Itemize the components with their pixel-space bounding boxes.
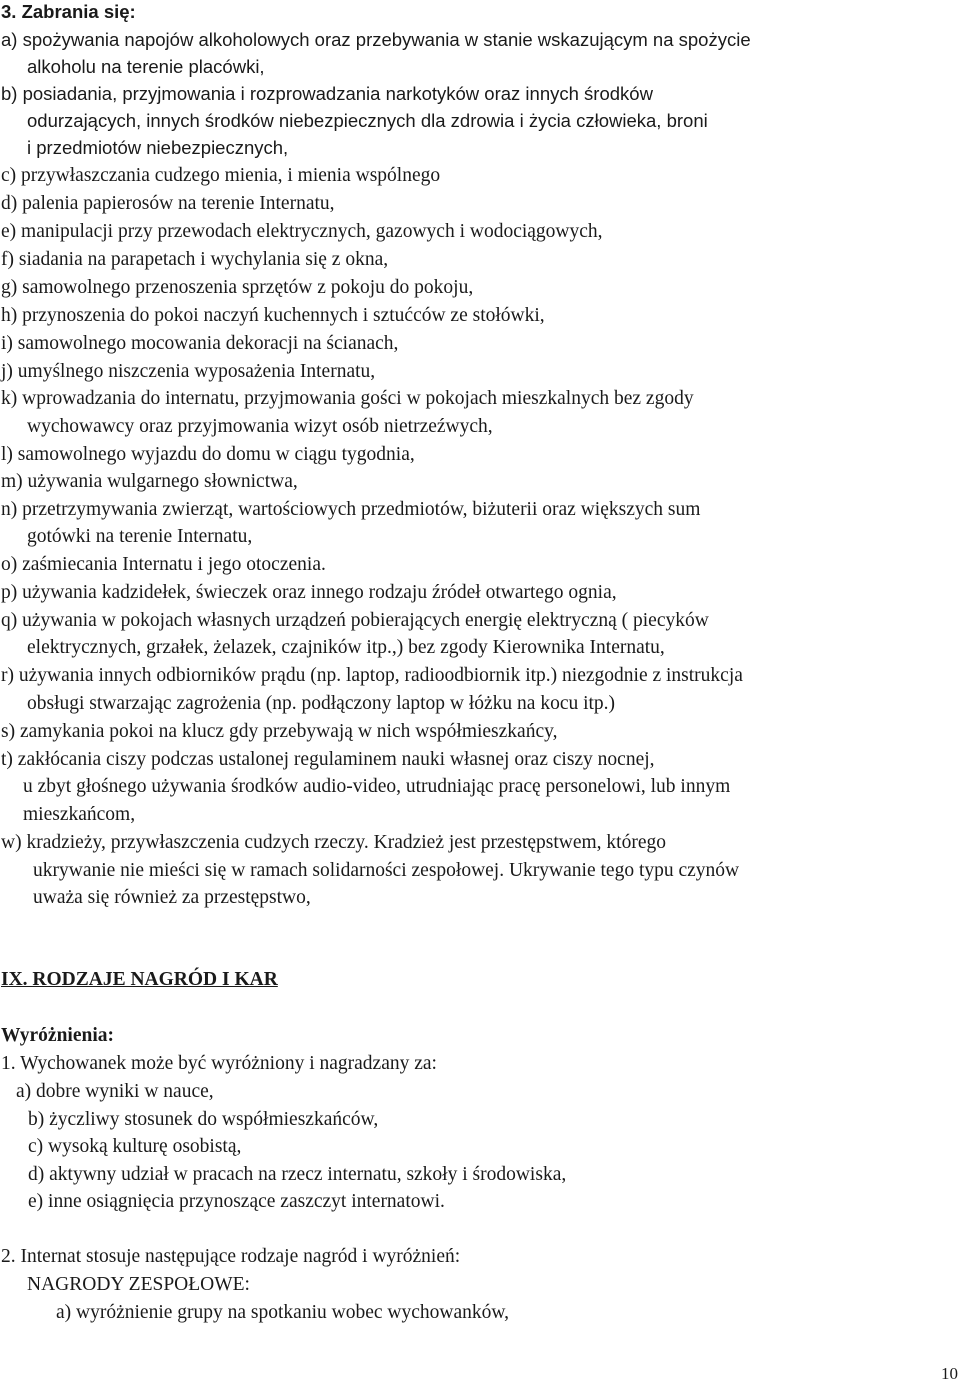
list-item-line: a) spożywania napojów alkoholowych oraz przebywania w stanie wskazującym na spożycie <box>1 29 751 50</box>
list-item-line: c) wysoką kulturę osobistą, <box>28 1136 242 1157</box>
list-item-line: b) życzliwy stosunek do współmieszkańców, <box>28 1109 379 1130</box>
list-item-line: d) palenia papierosów na terenie Internatu, <box>1 193 335 214</box>
list-item-line: f) siadania na parapetach i wychylania się z okna, <box>1 249 389 270</box>
list-item-line: p) używania kadzidełek, świeczek oraz innego rodzaju źródeł otwartego ognia, <box>1 582 617 603</box>
list-item-line: i przedmiotów niebezpiecznych, <box>27 137 289 158</box>
list-item-line: 2. Internat stosuje następujące rodzaje nagród i wyróżnień: <box>1 1246 461 1267</box>
list-item-line: r) używania innych odbiorników prądu (np. laptop, radioodbiornik itp.) niezgodnie z instrukcja <box>1 665 743 686</box>
list-item-line: t) zakłócania ciszy podczas ustalonej regulaminem nauki własnej oraz ciszy nocnej, <box>1 749 655 770</box>
list-item-line: obsługi stwarzając zagrożenia (np. podłączony laptop w łóżku na kocu itp.) <box>27 693 616 714</box>
list-item-line: q) używania w pokojach własnych urządzeń pobierających energię elektryczną ( piecyków <box>1 610 709 631</box>
list-item-line: odurzających, innych środków niebezpiecznych dla zdrowia i życia człowieka, broni <box>27 110 708 131</box>
list-item-line: e) inne osiągnięcia przynoszące zaszczyt internatowi. <box>28 1191 445 1212</box>
section-heading: IX. RODZAJE NAGRÓD I KAR <box>1 969 278 990</box>
list-item-line: s) zamykania pokoi na klucz gdy przebywają w nich współmieszkańcy, <box>1 721 558 742</box>
list-item-line: i) samowolnego mocowania dekoracji na ścianach, <box>1 333 399 354</box>
list-item-line: l) samowolnego wyjazdu do domu w ciągu tygodnia, <box>1 444 415 465</box>
list-item-line: o) zaśmiecania Internatu i jego otoczenia. <box>1 554 326 575</box>
list-item-line: alkoholu na terenie placówki, <box>27 56 265 77</box>
list-item-line: g) samowolnego przenoszenia sprzętów z pokoju do pokoju, <box>1 277 474 298</box>
list-item-line: wychowawcy oraz przyjmowania wizyt osób nietrzeźwych, <box>27 416 493 437</box>
page-number: 10 <box>941 1364 958 1383</box>
list-item-line: elektrycznych, grzałek, żelazek, czajników itp.,) bez zgody Kierownika Internatu, <box>27 637 665 658</box>
list-item-line: n) przetrzymywania zwierząt, wartościowych przedmiotów, biżuterii oraz większych sum <box>1 499 701 520</box>
subheading: Wyróżnienia: <box>1 1025 115 1046</box>
list-item-line: b) posiadania, przyjmowania i rozprowadzania narkotyków oraz innych środków <box>1 83 653 104</box>
list-item-line: 1. Wychowanek może być wyróżniony i nagradzany za: <box>1 1053 437 1074</box>
list-item-line: k) wprowadzania do internatu, przyjmowania gości w pokojach mieszkalnych bez zgody <box>1 388 694 409</box>
list-item-line: a) wyróżnienie grupy na spotkaniu wobec wychowanków, <box>56 1302 510 1323</box>
list-item-line: a) dobre wyniki w nauce, <box>16 1081 214 1102</box>
list-item-line: h) przynoszenia do pokoi naczyń kuchennych i sztućców ze stołówki, <box>1 305 545 326</box>
list-item-line: mieszkańcom, <box>23 804 136 825</box>
list-item-line: e) manipulacji przy przewodach elektrycznych, gazowych i wodociągowych, <box>1 221 603 242</box>
section-3-title: 3. Zabrania się: <box>1 1 136 22</box>
list-item-line: NAGRODY ZESPOŁOWE: <box>27 1274 250 1295</box>
list-item-line: d) aktywny udział w pracach na rzecz internatu, szkoły i środowiska, <box>28 1164 567 1185</box>
list-item-line: uważa się również za przestępstwo, <box>33 887 311 908</box>
list-item-line: m) używania wulgarnego słownictwa, <box>1 471 298 492</box>
list-item-line: u zbyt głośnego używania środków audio-video, utrudniając pracę personelowi, lub innym <box>23 776 731 797</box>
list-item-line: gotówki na terenie Internatu, <box>27 526 253 547</box>
list-item-line: j) umyślnego niszczenia wyposażenia Internatu, <box>1 361 376 382</box>
list-item-line: c) przywłaszczania cudzego mienia, i mienia wspólnego <box>1 165 441 186</box>
list-item-line: w) kradzieży, przywłaszczenia cudzych rzeczy. Kradzież jest przestępstwem, którego <box>1 832 666 853</box>
list-item-line: ukrywanie nie mieści się w ramach solidarności zespołowej. Ukrywanie tego typu czynów <box>33 860 740 881</box>
